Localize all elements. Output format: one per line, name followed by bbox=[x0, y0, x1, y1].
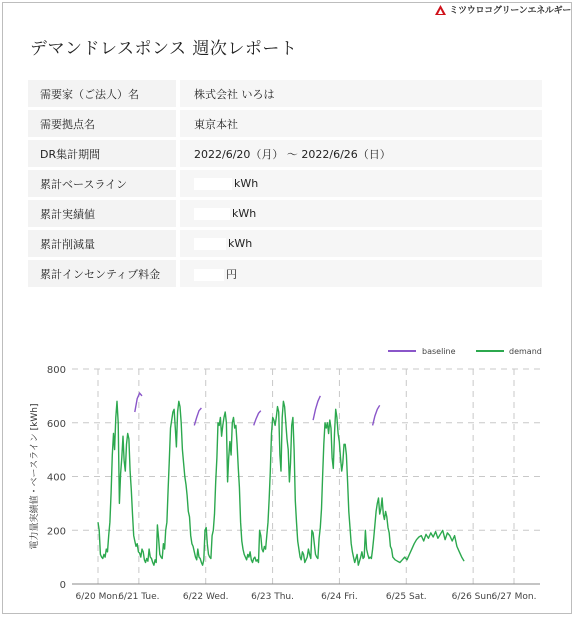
page-title: デマンドレスポンス 週次レポート bbox=[30, 39, 298, 59]
y-tick-label: 200 bbox=[46, 526, 66, 538]
info-unit: kWh bbox=[232, 207, 257, 220]
y-tick-label: 600 bbox=[46, 418, 66, 430]
x-tick-label: 6/20 Mon. bbox=[75, 592, 121, 602]
x-tick-label: 6/24 Fri. bbox=[321, 592, 358, 602]
info-label: 累計削減量 bbox=[28, 230, 176, 257]
info-unit: kWh bbox=[234, 177, 259, 190]
info-value-text: 東京本社 bbox=[194, 117, 238, 131]
y-tick-label: 400 bbox=[46, 472, 66, 484]
info-label: 累計ベースライン bbox=[28, 170, 176, 197]
y-axis-label: 電力量実績値・ベースライン [kWh] bbox=[30, 403, 40, 550]
legend-label-demand: demand bbox=[509, 347, 542, 356]
x-tick-label: 6/22 Wed. bbox=[182, 592, 229, 602]
baseline-series-line bbox=[313, 396, 320, 420]
x-tick-label: 6/23 Thu. bbox=[251, 592, 294, 602]
x-tick-label: 6/25 Sat. bbox=[385, 592, 427, 602]
demand-series-line bbox=[98, 401, 464, 565]
info-label: DR集計期間 bbox=[28, 140, 176, 167]
x-tick-label: 6/27 Mon. bbox=[491, 592, 537, 602]
baseline-series-line bbox=[373, 405, 380, 425]
y-tick-label: 0 bbox=[59, 580, 66, 591]
info-label: 需要拠点名 bbox=[28, 110, 176, 137]
x-tick-label: 6/26 Sun. bbox=[451, 592, 495, 602]
info-label: 累計インセンティブ料金 bbox=[28, 260, 176, 287]
x-tick-label: 6/21 Tue. bbox=[118, 592, 160, 602]
legend-label-baseline: baseline bbox=[422, 347, 456, 356]
y-tick-label: 800 bbox=[46, 365, 66, 376]
info-unit: 円 bbox=[226, 267, 237, 281]
info-value-text: 2022/6/20（月） ～ 2022/6/26（日） bbox=[194, 147, 391, 161]
brand-logo-text: ミツウロコグリーンエネルギー bbox=[449, 6, 571, 16]
info-label: 需要家（ご法人）名 bbox=[28, 80, 176, 107]
info-value-text: 株式会社 いろは bbox=[194, 87, 275, 101]
info-label: 累計実績値 bbox=[28, 200, 176, 227]
info-unit: kWh bbox=[228, 237, 253, 250]
